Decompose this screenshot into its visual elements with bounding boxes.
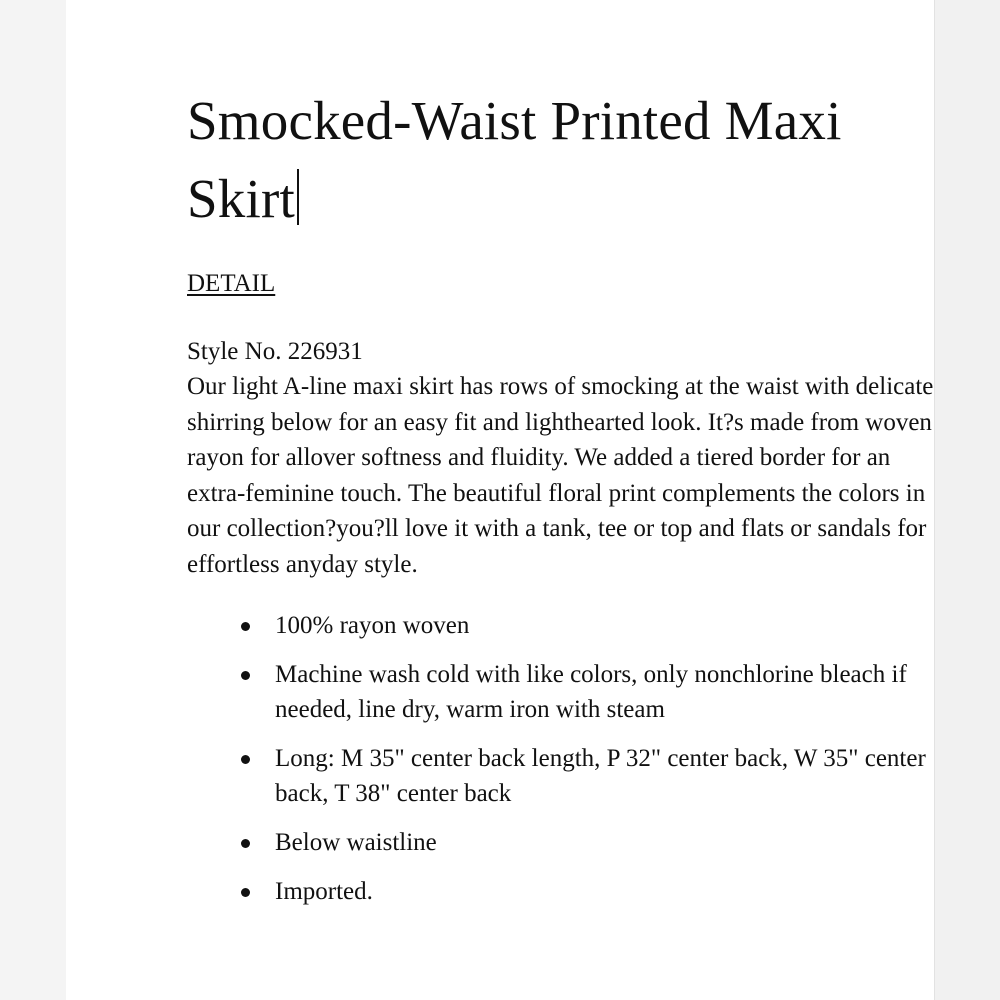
bullet-icon xyxy=(241,755,250,764)
list-item xyxy=(187,741,955,811)
list-item xyxy=(187,874,955,909)
right-margin xyxy=(934,0,1000,1000)
feature-text: 100% rayon woven xyxy=(275,612,470,639)
list-item xyxy=(187,825,955,860)
product-description: Our light A-line maxi skirt has rows of smocking at the waist with delicate shirring below for an easy fit and lighthearted look. It?s made from woven rayon for allover softness and fluidity. We added a tiered border for an extra-feminine touch. The beautiful floral print complements the colors in our collection?you?ll love it with a tank, tee or top and flats or sandals for effortless anyday style. xyxy=(187,373,934,578)
bullet-icon xyxy=(241,839,250,848)
detail-link[interactable]: DETAIL xyxy=(187,270,276,297)
feature-text: Imported. xyxy=(275,878,373,905)
text-editor-panel[interactable] xyxy=(66,0,934,1000)
product-title xyxy=(187,82,947,238)
list-item xyxy=(187,657,955,727)
feature-list xyxy=(187,608,947,909)
product-content xyxy=(187,82,947,923)
bullet-icon xyxy=(241,622,250,631)
bullet-icon xyxy=(241,671,250,680)
feature-text: Long: M 35" center back length, P 32" center back, W 35" center back, T 38" center back xyxy=(275,745,926,807)
text-cursor xyxy=(297,169,299,225)
list-item xyxy=(187,608,955,643)
feature-text: Machine wash cold with like colors, only nonchlorine bleach if needed, line dry, warm iron with steam xyxy=(275,661,907,723)
feature-text: Below waistline xyxy=(275,829,437,856)
product-title-text: Smocked-Waist Printed Maxi Skirt xyxy=(187,90,842,229)
style-number: Style No. 226931 xyxy=(187,338,363,365)
bullet-icon xyxy=(241,888,250,897)
